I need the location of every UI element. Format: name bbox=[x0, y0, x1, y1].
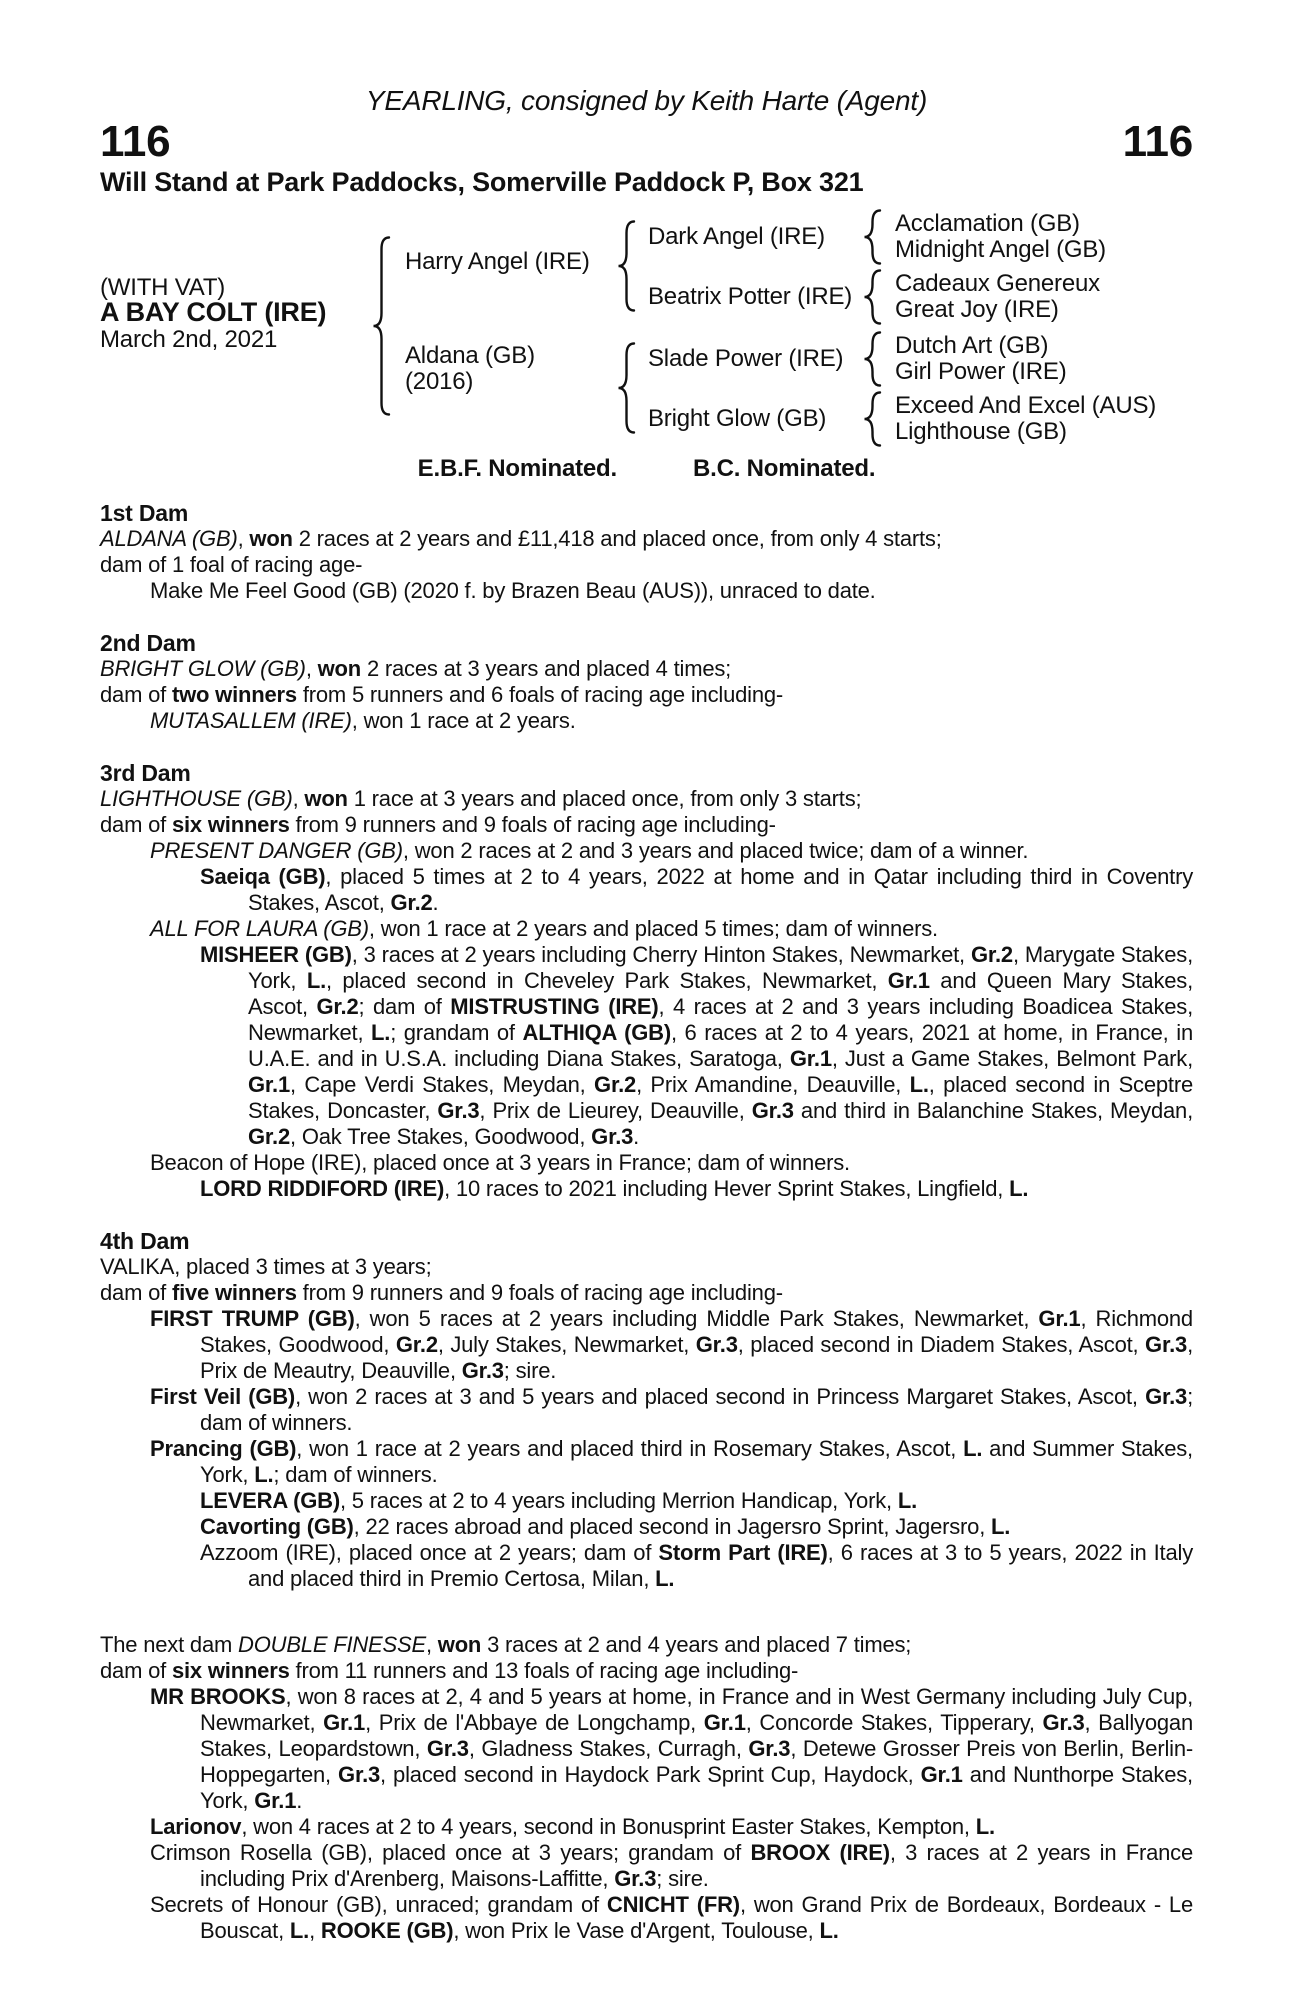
dam-dam-sire-name: Exceed And Excel (AUS) bbox=[895, 392, 1157, 419]
section-heading: 3rd Dam bbox=[100, 760, 191, 786]
dam-year: (2016) bbox=[405, 368, 474, 395]
section-heading: 4th Dam bbox=[100, 1228, 190, 1254]
vat-note: (WITH VAT) bbox=[100, 274, 226, 301]
pedigree-paragraph: LIGHTHOUSE (GB), won 1 race at 3 years and placed once, from only 3 starts; bbox=[100, 786, 862, 811]
pedigree-paragraph: ALL FOR LAURA (GB), won 1 race at 2 years and placed 5 times; dam of winners. bbox=[150, 916, 938, 941]
nominations-line bbox=[100, 456, 1193, 482]
dam-section bbox=[100, 500, 1193, 604]
sire-dam-dam-name: Great Joy (IRE) bbox=[895, 296, 1059, 323]
pedigree-paragraph: ALDANA (GB), won 2 races at 2 years and £11,418 and placed once, from only 4 starts; bbox=[100, 526, 942, 551]
dam-section bbox=[100, 1632, 1193, 1944]
subject-foaling-date: March 2nd, 2021 bbox=[100, 326, 278, 353]
lot-number-row bbox=[100, 118, 1193, 166]
pedigree-brace-icon bbox=[863, 391, 882, 453]
sire-sire-sire-name: Acclamation (GB) bbox=[895, 210, 1080, 237]
stand-location-line: Will Stand at Park Paddocks, Somerville Paddock P, Box 321 bbox=[100, 167, 864, 197]
ebf-nominated: E.B.F. Nominated. bbox=[417, 455, 617, 482]
pedigree-brace-icon bbox=[863, 269, 882, 331]
bc-nominated: B.C. Nominated. bbox=[692, 455, 876, 482]
pedigree-paragraph: VALIKA, placed 3 times at 3 years; bbox=[100, 1254, 432, 1279]
pedigree-paragraph: dam of two winners from 5 runners and 6 foals of racing age including- bbox=[100, 682, 784, 707]
dam-section bbox=[100, 1228, 1193, 1592]
pedigree-paragraph: Beacon of Hope (IRE), placed once at 3 years in France; dam of winners. bbox=[150, 1150, 850, 1175]
dam-name: Aldana (GB) bbox=[405, 342, 535, 369]
pedigree-paragraph: Saeiqa (GB), placed 5 times at 2 to 4 years, 2022 at home and in Qatar including third in Coventry Stakes, Ascot, Gr.2. bbox=[200, 864, 1193, 915]
pedigree-paragraph: BRIGHT GLOW (GB), won 2 races at 3 years and placed 4 times; bbox=[100, 656, 732, 681]
pedigree-paragraph: Secrets of Honour (GB), unraced; grandam of CNICHT (FR), won Grand Prix de Bordeaux, Bordeaux - Le Bouscat, L., ROOKE (GB), won Prix le Vase d'Argent, Toulouse, L. bbox=[150, 1892, 1193, 1943]
pedigree-paragraph: Prancing (GB), won 1 race at 2 years and placed third in Rosemary Stakes, Ascot, L. and Summer Stakes, York, L.; dam of winners. bbox=[150, 1436, 1193, 1487]
pedigree-paragraph: dam of six winners from 11 runners and 13 foals of racing age including- bbox=[100, 1658, 799, 1683]
sire-dam-sire-name: Cadeaux Genereux bbox=[895, 270, 1100, 297]
pedigree-paragraph: MR BROOKS, won 8 races at 2, 4 and 5 years at home, in France and in West Germany including July Cup, Newmarket, Gr.1, Prix de l'Abbaye de Longchamp, Gr.1, Concorde Stakes, Tipperary, Gr.3, Ballyogan Stakes, Leopardstown, Gr.3, Gladness Stakes, Curragh, Gr.3, Detewe Grosser Preis von Berlin, Berlin-Hoppegarten, Gr.3, placed second in Haydock Park Sprint Cup, Haydock, Gr.1 and Nunthorpe Stakes, York, Gr.1. bbox=[150, 1684, 1193, 1813]
sire-sire-dam-name: Midnight Angel (GB) bbox=[895, 236, 1106, 263]
sire-sire-name: Dark Angel (IRE) bbox=[648, 223, 825, 250]
pedigree-text-sections bbox=[100, 500, 1193, 1944]
lot-number-left: 116 bbox=[100, 117, 171, 166]
dam-sire-sire-name: Dutch Art (GB) bbox=[895, 332, 1049, 359]
pedigree-paragraph: LEVERA (GB), 5 races at 2 to 4 years including Merrion Handicap, York, L. bbox=[200, 1488, 918, 1513]
sire-dam-name: Beatrix Potter (IRE) bbox=[648, 283, 853, 310]
section-heading: 2nd Dam bbox=[100, 630, 196, 656]
pedigree-paragraph: PRESENT DANGER (GB), won 2 races at 2 and 3 years and placed twice; dam of a winner. bbox=[150, 838, 1029, 863]
section-heading: 1st Dam bbox=[100, 500, 189, 526]
consignor-line: YEARLING, consigned by Keith Harte (Agent) bbox=[365, 85, 928, 116]
pedigree-tree bbox=[100, 198, 1193, 450]
pedigree-brace-icon bbox=[372, 236, 391, 422]
dam-dam-name: Bright Glow (GB) bbox=[648, 405, 827, 432]
lot-number-right: 116 bbox=[1122, 117, 1193, 166]
pedigree-paragraph: MUTASALLEM (IRE), won 1 race at 2 years. bbox=[150, 708, 576, 733]
pedigree-paragraph: Crimson Rosella (GB), placed once at 3 years; grandam of BROOX (IRE), 3 races at 2 years in France including Prix d'Arenberg, Maisons-Laffitte, Gr.3; sire. bbox=[150, 1840, 1194, 1891]
pedigree-paragraph: dam of five winners from 9 runners and 9 foals of racing age including- bbox=[100, 1280, 783, 1305]
pedigree-brace-icon bbox=[617, 342, 636, 440]
pedigree-paragraph: dam of 1 foal of racing age- bbox=[100, 552, 363, 577]
pedigree-brace-icon bbox=[863, 209, 882, 271]
dam-sire-name: Slade Power (IRE) bbox=[648, 345, 844, 372]
pedigree-paragraph: dam of six winners from 9 runners and 9 foals of racing age including- bbox=[100, 812, 776, 837]
pedigree-paragraph: Cavorting (GB), 22 races abroad and placed second in Jagersro Sprint, Jagersro, L. bbox=[200, 1514, 1011, 1539]
pedigree-paragraph: LORD RIDDIFORD (IRE), 10 races to 2021 including Hever Sprint Stakes, Lingfield, L. bbox=[200, 1176, 1029, 1201]
subject-name: A BAY COLT (IRE) bbox=[100, 297, 327, 327]
dam-dam-dam-name: Lighthouse (GB) bbox=[895, 418, 1067, 445]
dam-section bbox=[100, 760, 1193, 1202]
pedigree-paragraph: Azzoom (IRE), placed once at 2 years; dam of Storm Part (IRE), 6 races at 3 to 5 years, 2022 in Italy and placed third in Premio Certosa, Milan, L. bbox=[200, 1540, 1193, 1591]
pedigree-brace-icon bbox=[617, 220, 636, 318]
pedigree-brace-icon bbox=[863, 331, 882, 393]
sire-name: Harry Angel (IRE) bbox=[405, 248, 590, 275]
pedigree-paragraph: Larionov, won 4 races at 2 to 4 years, second in Bonusprint Easter Stakes, Kempton, L. bbox=[150, 1814, 995, 1839]
pedigree-paragraph: The next dam DOUBLE FINESSE, won 3 races at 2 and 4 years and placed 7 times; bbox=[100, 1632, 912, 1657]
pedigree-paragraph: First Veil (GB), won 2 races at 3 and 5 years and placed second in Princess Margaret Stakes, Ascot, Gr.3; dam of winners. bbox=[150, 1384, 1193, 1435]
pedigree-paragraph: FIRST TRUMP (GB), won 5 races at 2 years including Middle Park Stakes, Newmarket, Gr.1, Richmond Stakes, Goodwood, Gr.2, July Stakes, Newmarket, Gr.3, placed second in Diadem Stakes, Ascot, Gr.3, Prix de Meautry, Deauville, Gr.3; sire. bbox=[150, 1306, 1193, 1383]
dam-sire-dam-name: Girl Power (IRE) bbox=[895, 358, 1067, 385]
pedigree-paragraph: Make Me Feel Good (GB) (2020 f. by Brazen Beau (AUS)), unraced to date. bbox=[150, 578, 876, 603]
pedigree-paragraph: MISHEER (GB), 3 races at 2 years including Cherry Hinton Stakes, Newmarket, Gr.2, Marygate Stakes, York, L., placed second in Cheveley Park Stakes, Newmarket, Gr.1 and Queen Mary Stakes, Ascot, Gr.2; dam of MISTRUSTING (IRE), 4 races at 2 and 3 years including Boadicea Stakes, Newmarket, L.; grandam of ALTHIQA (GB), 6 races at 2 to 4 years, 2021 at home, in France, in U.A.E. and in U.S.A. including Diana Stakes, Saratoga, Gr.1, Just a Game Stakes, Belmont Park, Gr.1, Cape Verdi Stakes, Meydan, Gr.2, Prix Amandine, Deauville, L., placed second in Sceptre Stakes, Doncaster, Gr.3, Prix de Lieurey, Deauville, Gr.3 and third in Balanchine Stakes, Meydan, Gr.2, Oak Tree Stakes, Goodwood, Gr.3. bbox=[200, 942, 1193, 1149]
dam-section bbox=[100, 630, 1193, 734]
